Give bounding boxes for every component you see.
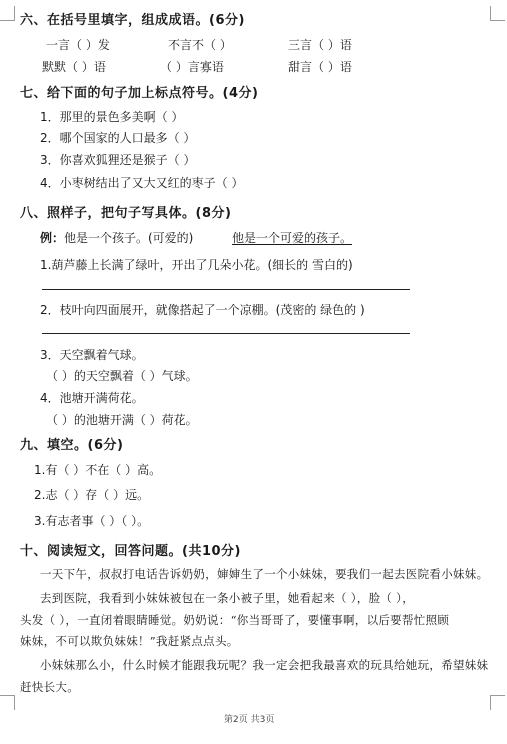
idiom-item: 三言（ ）语 <box>288 38 352 52</box>
example-sentence: 他是一个孩子。(可爱的) <box>64 231 194 245</box>
punctuation-item: 4．小枣树结出了又大又红的枣子（ ） <box>40 176 244 190</box>
passage-line: 妹妹，不可以欺负妹妹！”我赶紧点点头。 <box>20 634 239 648</box>
fill-item: 1.有（ ）不在（ ）高。 <box>34 463 162 477</box>
fill-item: 3.有志者事（ ）（ ）。 <box>34 514 150 528</box>
answer-line-1[interactable] <box>42 289 410 290</box>
section-9-title: 九、填空。(6分) <box>20 438 124 453</box>
page-number: 第2页 共3页 <box>224 715 275 725</box>
rewrite-question-2: 2．枝叶向四面展开，就像搭起了一个凉棚。(茂密的 绿色的 ) <box>40 303 365 317</box>
section-10-title: 十、阅读短文，回答问题。(共10分) <box>20 544 241 559</box>
punctuation-item: 2．哪个国家的人口最多（ ） <box>40 131 196 145</box>
example-answer: 他是一个可爱的孩子。 <box>232 231 353 245</box>
idiom-item: 甜言（ ）语 <box>288 60 352 74</box>
rewrite-fill-4: （ ）的池塘开满（ ）荷花。 <box>46 413 198 427</box>
rewrite-question-4: 4．池塘开满荷花。 <box>40 391 144 405</box>
passage-line: 去到医院，我看到小妹妹被包在一条小被子里，她看起来（ ），脸（ ）， <box>40 591 415 605</box>
fill-item: 2.志（ ）存（ ）远。 <box>34 488 150 502</box>
punctuation-item: 3．你喜欢狐狸还是猴子（ ） <box>40 153 196 167</box>
section-6-title: 六、在括号里填字，组成成语。(6分) <box>20 13 245 28</box>
corner-mark-bottom-left <box>0 695 15 710</box>
section-7-title: 七、给下面的句子加上标点符号。(4分) <box>20 86 259 101</box>
passage-line: 头发（ ），一直闭着眼睛睡觉。奶奶说：“你当哥哥了，要懂事啊，以后要帮忙照顾 <box>20 613 450 627</box>
rewrite-question-1: 1.葫芦藤上长满了绿叶，开出了几朵小花。(细长的 雪白的) <box>40 258 353 272</box>
idiom-item: 不言不（ ） <box>168 38 232 52</box>
passage-line: 赶快长大。 <box>20 680 79 694</box>
example-label: 例： <box>40 231 65 245</box>
rewrite-fill-3: （ ）的天空飘着（ ）气球。 <box>46 369 198 383</box>
idiom-item: 默默（ ）语 <box>42 60 106 74</box>
passage-line: 小妹妹那么小，什么时候才能跟我玩呢？我一定会把我最喜欢的玩具给她玩，希望妹妹 <box>40 658 489 672</box>
corner-mark-top-left <box>0 6 15 21</box>
passage-line: 一天下午，叔叔打电话告诉奶奶，婶婶生了一个小妹妹，要我们一起去医院看小妹妹。 <box>40 567 489 581</box>
rewrite-question-3: 3．天空飘着气球。 <box>40 348 144 362</box>
answer-line-2[interactable] <box>42 333 410 334</box>
punctuation-item: 1．那里的景色多美啊（ ） <box>40 110 184 124</box>
corner-mark-top-right <box>490 6 505 21</box>
idiom-item: 一言（ ）发 <box>46 38 110 52</box>
corner-mark-bottom-right <box>490 695 505 710</box>
section-8-title: 八、照样子，把句子写具体。(8分) <box>20 206 232 221</box>
idiom-item: （ ）言寡语 <box>160 60 224 74</box>
